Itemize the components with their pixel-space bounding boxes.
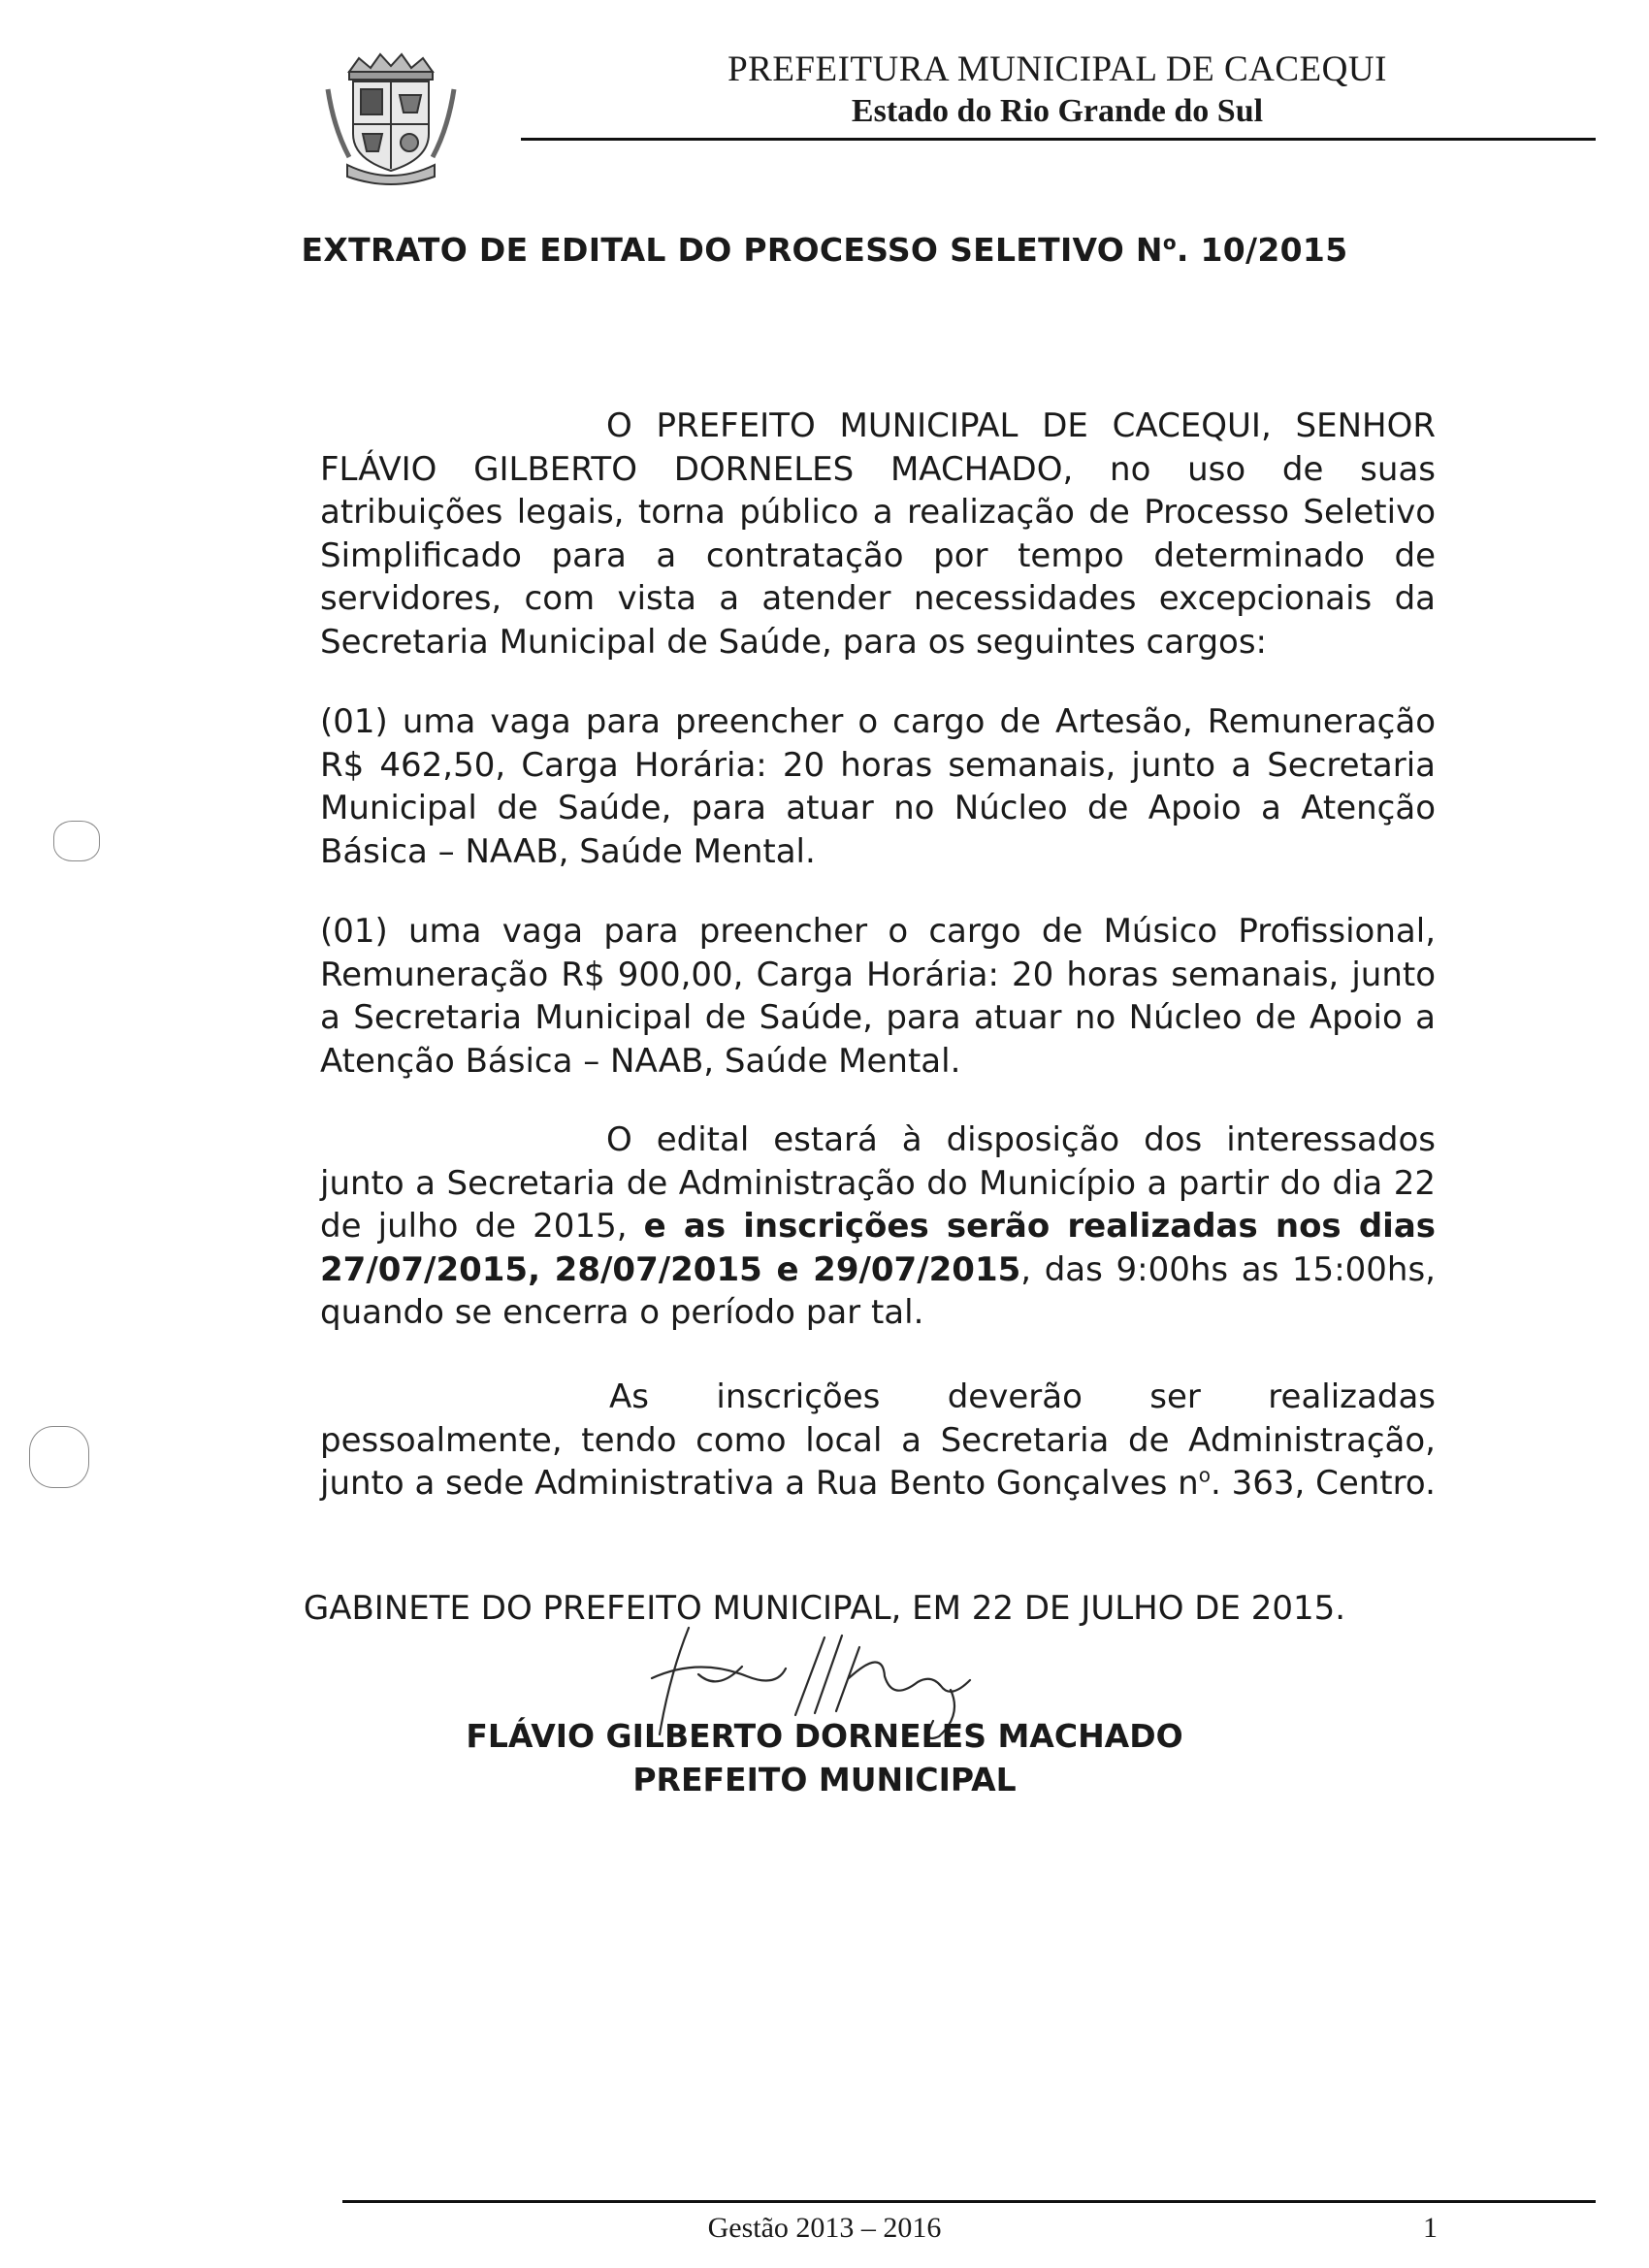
header-municipality: PREFEITURA MUNICIPAL DE CACEQUI [728,49,1387,89]
header-divider [521,138,1596,141]
paragraph-edital [320,1118,1436,1335]
closing-line: GABINETE DO PREFEITO MUNICIPAL, EM 22 DE JULHO DE 2015. [303,1589,1346,1628]
coat-of-arms-icon [320,50,462,188]
title-ordinal: o [1162,231,1177,254]
paragraph-inscricoes [320,1376,1436,1506]
signer-role: PREFEITO MUNICIPAL [632,1761,1017,1798]
paragraph-intro [320,405,1436,664]
footer-gestao: Gestão 2013 – 2016 [707,2212,942,2244]
edital-text-bold: e as inscrições serão realizadas nos dias 27/07/2015, 28/07/2015 e 29/07/2015 [320,1207,1437,1289]
paragraph-vaga-artesao: (01) uma vaga para preencher o cargo de Artesão, Remuneração R$ 462,50, Carga Horária: 20 horas semanais, junto a Secretaria Municipal de Saúde, para atuar no Núcleo de Apoio a Atenção Básica – NAAB, Saúde Mental. [320,702,1436,871]
paragraph-vaga-musico: (01) uma vaga para preencher o cargo de Músico Profissional, Remuneração R$ 900,00, Carga Horária: 20 horas semanais, junto a Secretaria Municipal de Saúde, para atuar no Núcleo de Apoio a Atenção Básica – NAAB, Saúde Mental. [320,912,1436,1081]
scan-mark [29,1426,89,1488]
title-text: EXTRATO DE EDITAL DO PROCESSO SELETIVO N [301,231,1163,269]
title-number: . 10/2015 [1176,231,1348,269]
inscricoes-text-a: As inscrições deverão ser realizadas pessoalmente, tendo como local a Secretaria de Administração, junto a sede Administrativa a Rua Bento Gonçalves n [320,1377,1436,1503]
header-state: Estado do Rio Grande do Sul [851,93,1264,129]
inscricoes-ordinal: o [1198,1463,1211,1487]
document-title [0,231,1649,269]
signer-name: FLÁVIO GILBERTO DORNELES MACHADO [466,1717,1183,1755]
intro-text: O PREFEITO MUNICIPAL DE CACEQUI, SENHOR FLÁVIO GILBERTO DORNELES MACHADO, no uso de suas atribuições legais, torna público a realização de Processo Seletivo Simplificado para a contratação por tempo determinado de servidores, com vista a atender necessidades excepcionais da Secretaria Municipal de Saúde, para os seguintes cargos: [320,406,1436,662]
scan-mark [53,821,100,861]
edital-text-c: , das 9:00hs as 15:00hs, quando se encerra o período par tal. [320,1249,1436,1332]
page-number: 1 [1423,2212,1438,2244]
footer-divider [342,2200,1596,2203]
inscricoes-text-b: . 363, Centro. [1210,1464,1436,1503]
edital-text-a: O edital estará à disposição dos interessados junto a Secretaria de Administração do Município a partir do dia 22 de julho de 2015, [320,1120,1436,1246]
